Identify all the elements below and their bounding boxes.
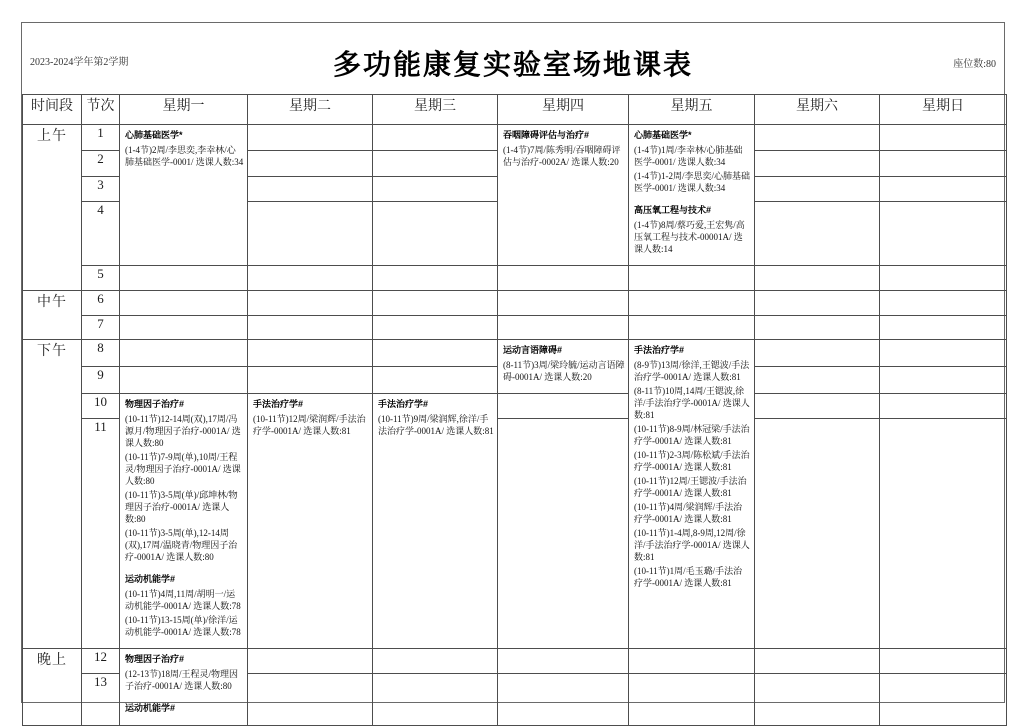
- course-title: 心肺基础医学*: [125, 130, 183, 140]
- course-detail-line: (8-11节)3周/梁玲毓/运动言语障碍-0001A/ 选课人数:20: [503, 360, 625, 382]
- empty-cell: [880, 291, 1007, 316]
- empty-cell: [248, 673, 373, 725]
- course-detail-line: (10-11节)3-5周(单),12-14周(双),17周/温晓青/物理因子治疗-0001A/ 选课人数:80: [125, 528, 238, 562]
- empty-cell: [498, 419, 629, 649]
- row-period-7: [23, 316, 1007, 340]
- section-morning: 上午: [23, 125, 82, 291]
- course-title: 高压氧工程与技术#: [634, 205, 712, 215]
- cell-thursday-afternoon: [498, 340, 629, 394]
- col-header-thursday: 星期四: [498, 95, 629, 125]
- course-entry: [503, 129, 625, 168]
- course-title: 物理因子治疗#: [125, 399, 185, 409]
- empty-cell: [880, 202, 1007, 266]
- empty-cell: [880, 649, 1007, 674]
- period-12: 12: [82, 649, 120, 674]
- empty-cell: [373, 266, 498, 291]
- cell-tuesday-afternoon: [248, 394, 373, 649]
- empty-cell: [880, 316, 1007, 340]
- empty-cell: [248, 340, 373, 367]
- seat-count-label: 座位数:80: [953, 59, 996, 70]
- period-11: 11: [82, 419, 120, 649]
- course-detail-line: (10-11节)9周/梁润辉,徐洋/手法治疗学-0001A/ 选课人数:81: [378, 414, 494, 436]
- period-10: 10: [82, 394, 120, 419]
- period-1: 1: [82, 125, 120, 151]
- empty-cell: [248, 367, 373, 394]
- empty-cell: [248, 291, 373, 316]
- col-header-sunday: 星期日: [880, 95, 1007, 125]
- course-detail-line: (1-4节)7周/陈秀明/吞咽障碍评估与治疗-0002A/ 选课人数:20: [503, 145, 621, 167]
- empty-cell: [880, 367, 1007, 394]
- period-4: 4: [82, 202, 120, 266]
- col-header-friday: 星期五: [629, 95, 755, 125]
- empty-cell: [498, 649, 629, 674]
- course-entry: [125, 653, 244, 692]
- empty-cell: [373, 291, 498, 316]
- page-header: [22, 23, 1004, 95]
- course-detail-line: (10-11节)12周/梁润辉/手法治疗学-0001A/ 选课人数:81: [253, 414, 366, 436]
- cell-monday-afternoon: [120, 394, 248, 649]
- empty-cell: [880, 150, 1007, 177]
- course-entry: [125, 573, 244, 638]
- empty-cell: [755, 367, 880, 394]
- course-title: 运动言语障碍#: [503, 345, 563, 355]
- period-5: 5: [82, 266, 120, 291]
- empty-cell: [880, 177, 1007, 202]
- course-detail-line: (8-9节)13周/徐洋,王锶波/手法治疗学-0001A/ 选课人数:81: [634, 360, 750, 382]
- page-title: 多功能康复实验室场地课表: [332, 49, 693, 80]
- period-7: 7: [82, 316, 120, 340]
- empty-cell: [629, 266, 755, 291]
- period-13: 13: [82, 673, 120, 725]
- course-title: 运动机能学#: [125, 574, 176, 584]
- course-detail-line: (10-11节)4周,11周/胡明一/运动机能学-0001A/ 选课人数:78: [125, 589, 241, 611]
- course-title: 吞咽障碍评估与治疗#: [503, 130, 590, 140]
- row-period-12: [23, 649, 1007, 674]
- header-row: [23, 95, 1007, 125]
- empty-cell: [120, 266, 248, 291]
- empty-cell: [248, 177, 373, 202]
- course-title: 运动机能学#: [125, 703, 176, 713]
- cell-friday-morning: [629, 125, 755, 266]
- row-period-5: [23, 266, 1007, 291]
- course-detail-line: (10-11节)13-15周(单)/徐洋/运动机能学-0001A/ 选课人数:78: [125, 615, 241, 637]
- course-title: 心肺基础医学*: [634, 130, 692, 140]
- course-detail-line: (10-11节)12-14周(双),17周/冯源月/物理因子治疗-0001A/ 选课人数:80: [125, 414, 241, 448]
- section-noon: 中午: [23, 291, 82, 340]
- semester-label: 2023-2024学年第2学期: [30, 57, 129, 68]
- empty-cell: [629, 649, 755, 674]
- empty-cell: [755, 340, 880, 367]
- empty-cell: [373, 150, 498, 177]
- course-detail-line: (8-11节)10周,14周/王锶波,徐洋/手法治疗学-0001A/ 选课人数:81: [634, 386, 750, 420]
- empty-cell: [880, 266, 1007, 291]
- row-period-6: [23, 291, 1007, 316]
- period-8: 8: [82, 340, 120, 367]
- empty-cell: [373, 649, 498, 674]
- course-detail-line: (10-11节)4周/梁润辉/手法治疗学-0001A/ 选课人数:81: [634, 502, 743, 524]
- empty-cell: [248, 266, 373, 291]
- course-entry: [378, 398, 494, 437]
- empty-cell: [373, 673, 498, 725]
- empty-cell: [880, 419, 1007, 649]
- empty-cell: [755, 649, 880, 674]
- empty-cell: [755, 673, 880, 725]
- row-period-1: [23, 125, 1007, 151]
- empty-cell: [373, 367, 498, 394]
- course-entry: [634, 129, 751, 194]
- timetable: [22, 94, 1007, 726]
- period-3: 3: [82, 177, 120, 202]
- empty-cell: [120, 340, 248, 367]
- empty-cell: [755, 125, 880, 151]
- course-detail-line: (10-11节)7-9周(单),10周/王程灵/物理因子治疗-0001A/ 选课人数:80: [125, 452, 241, 486]
- cell-monday-morning: [120, 125, 248, 266]
- course-title: 手法治疗学#: [634, 345, 685, 355]
- course-entry: [253, 398, 369, 437]
- section-evening: 晚上: [23, 649, 82, 726]
- empty-cell: [755, 150, 880, 177]
- empty-cell: [880, 125, 1007, 151]
- course-detail-line: (12-13节)18周/王程灵/物理因子治疗-0001A/ 选课人数:80: [125, 669, 238, 691]
- empty-cell: [755, 291, 880, 316]
- empty-cell: [629, 673, 755, 725]
- empty-cell: [629, 316, 755, 340]
- course-entry: [125, 702, 244, 715]
- col-header-period: 节次: [82, 95, 120, 125]
- course-detail-line: (10-11节)2-3周/陈松斌/手法治疗学-0001A/ 选课人数:81: [634, 450, 750, 472]
- course-title: 手法治疗学#: [378, 399, 429, 409]
- empty-cell: [755, 266, 880, 291]
- page-frame: [21, 22, 1005, 713]
- empty-cell: [248, 649, 373, 674]
- empty-cell: [755, 177, 880, 202]
- course-entry: [634, 204, 751, 255]
- course-entry: [125, 398, 244, 563]
- cell-friday-afternoon: [629, 340, 755, 649]
- section-afternoon: 下午: [23, 340, 82, 649]
- empty-cell: [120, 291, 248, 316]
- empty-cell: [373, 202, 498, 266]
- col-header-saturday: 星期六: [755, 95, 880, 125]
- course-detail-line: (1-4节)8周/蔡巧爱,王宏隽/高压氧工程与技术-00001A/ 选课人数:14: [634, 220, 745, 254]
- empty-cell: [880, 394, 1007, 419]
- course-detail-line: (10-11节)1周/毛玉璐/手法治疗学-0001A/ 选课人数:81: [634, 566, 743, 588]
- empty-cell: [498, 291, 629, 316]
- empty-cell: [880, 673, 1007, 725]
- course-detail-line: (10-11节)1-4周,8-9周,12周/徐洋/手法治疗学-0001A/ 选课人数:81: [634, 528, 750, 562]
- period-9: 9: [82, 367, 120, 394]
- col-header-wednesday: 星期三: [373, 95, 498, 125]
- empty-cell: [120, 316, 248, 340]
- empty-cell: [755, 394, 880, 419]
- empty-cell: [120, 367, 248, 394]
- cell-monday-evening: [120, 649, 248, 726]
- empty-cell: [248, 202, 373, 266]
- period-2: 2: [82, 150, 120, 177]
- empty-cell: [755, 419, 880, 649]
- empty-cell: [755, 202, 880, 266]
- course-entry: [634, 344, 751, 589]
- empty-cell: [498, 673, 629, 725]
- period-6: 6: [82, 291, 120, 316]
- empty-cell: [248, 125, 373, 151]
- course-detail-line: (1-4节)2周/李思奕,李幸林/心肺基础医学-0001/ 选课人数:34: [125, 145, 244, 167]
- cell-thursday-morning: [498, 125, 629, 266]
- empty-cell: [880, 340, 1007, 367]
- course-title: 手法治疗学#: [253, 399, 304, 409]
- empty-cell: [373, 340, 498, 367]
- course-detail-line: (10-11节)8-9周/林冠梁/手法治疗学-0001A/ 选课人数:81: [634, 424, 750, 446]
- row-period-8: [23, 340, 1007, 367]
- empty-cell: [248, 150, 373, 177]
- empty-cell: [373, 177, 498, 202]
- course-detail-line: (1-4节)1周/李幸林/心肺基础医学-0001/ 选课人数:34: [634, 145, 743, 167]
- empty-cell: [373, 125, 498, 151]
- empty-cell: [498, 266, 629, 291]
- empty-cell: [755, 316, 880, 340]
- empty-cell: [629, 291, 755, 316]
- empty-cell: [498, 316, 629, 340]
- row-period-10: [23, 394, 1007, 419]
- course-detail-line: (1-4节)1-2周/李思奕/心肺基础医学-0001/ 选课人数:34: [634, 171, 750, 193]
- course-title: 物理因子治疗#: [125, 654, 185, 664]
- empty-cell: [498, 394, 629, 419]
- col-header-monday: 星期一: [120, 95, 248, 125]
- course-detail-line: (10-11节)3-5周(单)/邱坤林/物理因子治疗-0001A/ 选课人数:80: [125, 490, 238, 524]
- course-detail-line: (10-11节)12周/王锶波/手法治疗学-0001A/ 选课人数:81: [634, 476, 747, 498]
- course-entry: [125, 129, 244, 168]
- cell-wednesday-afternoon: [373, 394, 498, 649]
- col-header-time: 时间段: [23, 95, 82, 125]
- empty-cell: [248, 316, 373, 340]
- col-header-tuesday: 星期二: [248, 95, 373, 125]
- empty-cell: [373, 316, 498, 340]
- course-entry: [503, 344, 625, 383]
